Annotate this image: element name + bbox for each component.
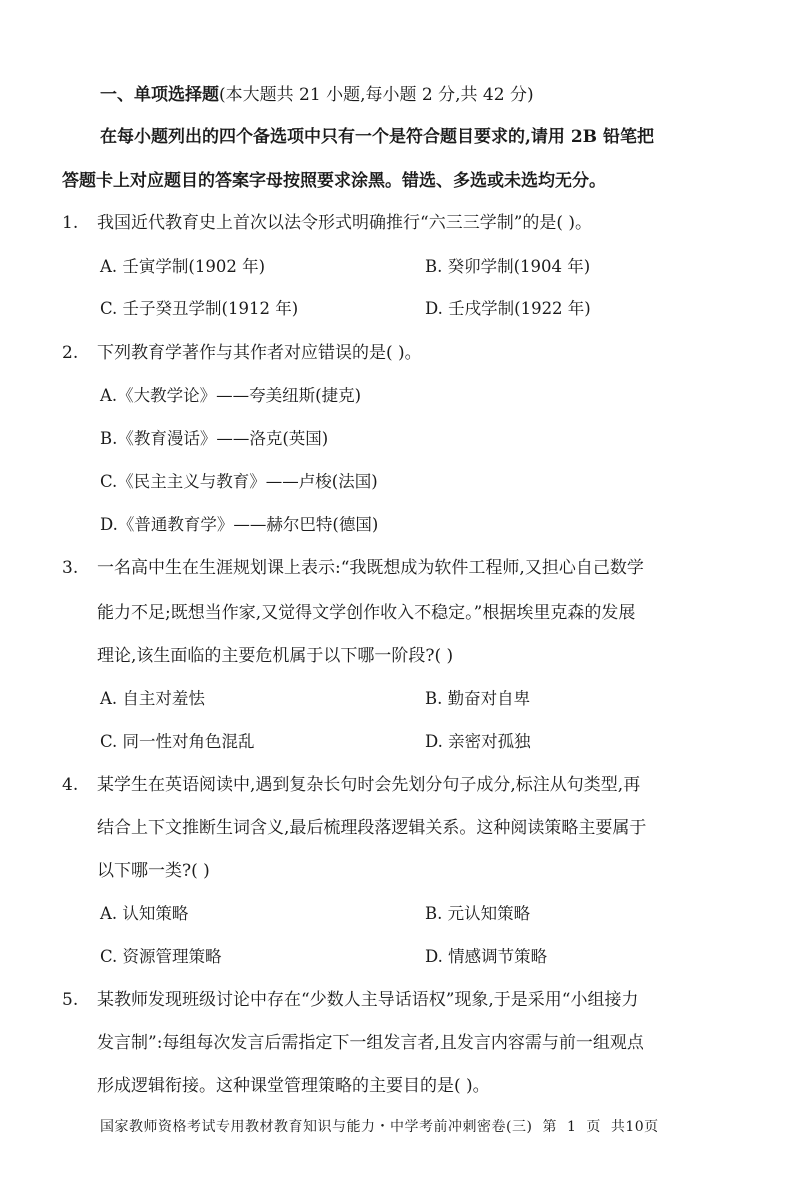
footer-page-label-pre: 第 [542, 1119, 557, 1135]
question-4-option-a: A. 认知策略 [100, 904, 189, 923]
question-5-stem-line-3: 形成逻辑衔接。这种课堂管理策略的主要目的是( )。 [97, 1076, 490, 1096]
question-2-stem: 下列教育学著作与其作者对应错误的是( )。 [97, 343, 422, 363]
question-4-stem-line-1: 某学生在英语阅读中,遇到复杂长句时会先划分句子成分,标注从句类型,再 [97, 775, 641, 795]
question-3-option-a: A. 自主对羞怯 [100, 689, 205, 708]
section-title: 一、单项选择题 [100, 85, 219, 105]
question-1-option-d: D. 壬戌学制(1922 年) [425, 299, 591, 318]
footer-page-label-post: 页 [586, 1119, 601, 1135]
footer-total-pages: 共10页 [610, 1119, 659, 1135]
instruction-line-1: 在每小题列出的四个备选项中只有一个是符合题目要求的,请用 2B 铅笔把 [100, 127, 654, 147]
question-3-option-b: B. 勤奋对自卑 [425, 689, 531, 708]
question-1-option-c: C. 壬子癸丑学制(1912 年) [100, 299, 299, 318]
question-4-option-c: C. 资源管理策略 [100, 947, 222, 966]
footer-page-number: 1 [566, 1119, 577, 1135]
question-4-option-d: D. 情感调节策略 [425, 947, 548, 966]
question-2-number: 2. [62, 343, 79, 363]
page-footer [100, 1118, 669, 1136]
question-2-option-c: C.《民主主义与教育》——卢梭(法国) [100, 472, 378, 491]
question-3-stem-line-1: 一名高中生在生涯规划课上表示:“我既想成为软件工程师,又担心自己数学 [97, 558, 644, 578]
question-5-stem-line-2: 发言制”:每组每次发言后需指定下一组发言者,且发言内容需与前一组观点 [97, 1033, 644, 1053]
question-5-number: 5. [62, 990, 79, 1010]
section-note: (本大题共 21 小题,每小题 2 分,共 42 分) [219, 85, 534, 105]
section-title-line [100, 84, 534, 106]
question-4-option-b: B. 元认知策略 [425, 904, 531, 923]
instruction-line-2: 答题卡上对应题目的答案字母按照要求涂黑。错选、多选或未选均无分。 [62, 171, 606, 191]
question-2-option-b: B.《教育漫话》——洛克(英国) [100, 429, 329, 448]
question-2-option-a: A.《大教学论》——夸美纽斯(捷克) [100, 386, 362, 405]
question-1-option-a: A. 壬寅学制(1902 年) [100, 257, 266, 276]
question-3-option-c: C. 同一性对角色混乱 [100, 732, 255, 751]
question-3-stem-line-2: 能力不足;既想当作家,又觉得文学创作收入不稳定。”根据埃里克森的发展 [97, 603, 636, 623]
question-1-number: 1. [62, 213, 79, 233]
question-3-stem-line-3: 理论,该生面临的主要危机属于以下哪一阶段?( ) [97, 646, 454, 666]
question-4-stem-line-2: 结合上下文推断生词含义,最后梳理段落逻辑关系。这种阅读策略主要属于 [97, 818, 647, 838]
question-4-stem-line-3: 以下哪一类?( ) [97, 861, 210, 881]
question-3-number: 3. [62, 558, 79, 578]
question-1-stem: 我国近代教育史上首次以法令形式明确推行“六三三学制”的是( )。 [97, 213, 593, 233]
question-1-option-b: B. 癸卯学制(1904 年) [425, 257, 591, 276]
question-3-option-d: D. 亲密对孤独 [425, 732, 531, 751]
question-4-number: 4. [62, 775, 79, 795]
question-5-stem-line-1: 某教师发现班级讨论中存在“少数人主导话语权”现象,于是采用“小组接力 [97, 990, 639, 1010]
question-2-option-d: D.《普通教育学》——赫尔巴特(德国) [100, 515, 379, 534]
footer-book-title: 国家教师资格考试专用教材教育知识与能力・中学考前冲刺密卷(三) [100, 1119, 533, 1135]
